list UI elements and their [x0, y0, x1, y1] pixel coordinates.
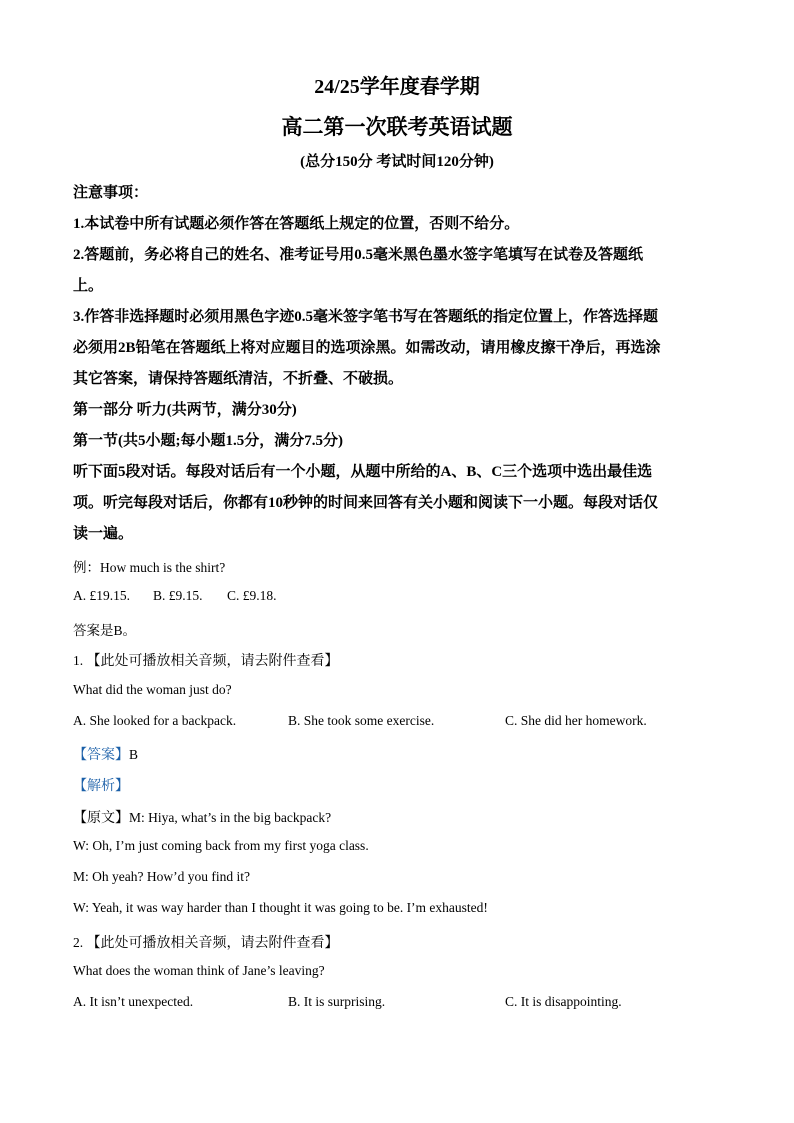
answer-value: B — [129, 747, 139, 762]
audio-note: 【此处可播放相关音频，请去附件查看】 — [86, 654, 339, 669]
example-option-b: B. £9.15. — [153, 588, 203, 603]
question-1-option-b: B. She took some exercise. — [288, 713, 435, 728]
notes-heading: 注意事项： — [73, 185, 149, 201]
question-2-option-b: B. It is surprising. — [288, 994, 386, 1009]
question-2-header — [73, 932, 339, 952]
notes-item-2-line-2: 上。 — [73, 278, 104, 294]
question-number: 1. — [73, 653, 84, 668]
transcript-line-1 — [73, 807, 331, 827]
example-option-a: A. £19.15. — [73, 588, 130, 603]
question-1-option-a: A. She looked for a backpack. — [73, 713, 237, 728]
question-1-header — [73, 650, 339, 670]
question-1-answer — [73, 744, 138, 764]
instructions-line-1: 听下面5段对话。每段对话后有一个小题，从题中所给的A、B、C三个选项中选出最佳选 — [73, 464, 653, 480]
transcript-tag: 【原文】 — [73, 811, 129, 826]
instructions-line-3: 读一遍。 — [73, 526, 134, 542]
question-1-option-c: C. She did her homework. — [505, 713, 647, 728]
notes-item-2-line-1: 2.答题前，务必将自己的姓名、准考证号用0.5毫米黑色墨水签字笔填写在试卷及答题纸 — [73, 247, 644, 263]
transcript-line-3: M: Oh yeah? How’d you find it? — [73, 869, 250, 884]
question-number: 2. — [73, 935, 84, 950]
exam-title: 高二第一次联考英语试题 — [281, 115, 513, 139]
question-2-text: What does the woman think of Jane’s leaving? — [73, 963, 325, 978]
exam-score-time: (总分150分 考试时间120分钟) — [300, 154, 494, 170]
notes-item-1: 1.本试卷中所有试题必须作答在答题纸上规定的位置，否则不给分。 — [73, 216, 520, 232]
section1-heading: 第一节(共5小题;每小题1.5分，满分7.5分) — [73, 433, 343, 449]
analysis-tag: 【解析】 — [73, 779, 129, 794]
example-question: 例：How much is the shirt? — [73, 560, 226, 575]
instructions-line-2: 项。听完每段对话后，你都有10秒钟的时间来回答有关小题和阅读下一小题。每段对话仅 — [73, 495, 659, 511]
question-1-text: What did the woman just do? — [73, 682, 232, 697]
transcript-line-2: W: Oh, I’m just coming back from my first yoga class. — [73, 838, 369, 853]
transcript-text: M: Hiya, what’s in the big backpack? — [129, 810, 332, 825]
transcript-line-4: W: Yeah, it was way harder than I thought it was going to be. I’m exhausted! — [73, 900, 488, 915]
notes-item-3-line-1: 3.作答非选择题时必须用黑色字迹0.5毫米签字笔书写在答题纸的指定位置上，作答选择题 — [73, 309, 659, 325]
answer-tag: 【答案】 — [73, 748, 129, 763]
question-2-option-a: A. It isn’t unexpected. — [73, 994, 194, 1009]
question-2-option-c: C. It is disappointing. — [505, 994, 622, 1009]
question-1-analysis — [73, 775, 129, 795]
exam-term-title: 24/25学年度春学期 — [314, 76, 480, 98]
notes-item-3-line-2: 必须用2B铅笔在答题纸上将对应题目的选项涂黑。如需改动，请用橡皮擦干净后，再选涂 — [73, 340, 661, 356]
example-answer: 答案是B。 — [73, 623, 137, 638]
audio-note: 【此处可播放相关音频，请去附件查看】 — [86, 936, 339, 951]
part1-heading: 第一部分 听力(共两节，满分30分) — [73, 402, 297, 418]
example-option-c: C. £9.18. — [227, 588, 277, 603]
notes-item-3-line-3: 其它答案，请保持答题纸清洁，不折叠、不破损。 — [73, 371, 404, 387]
